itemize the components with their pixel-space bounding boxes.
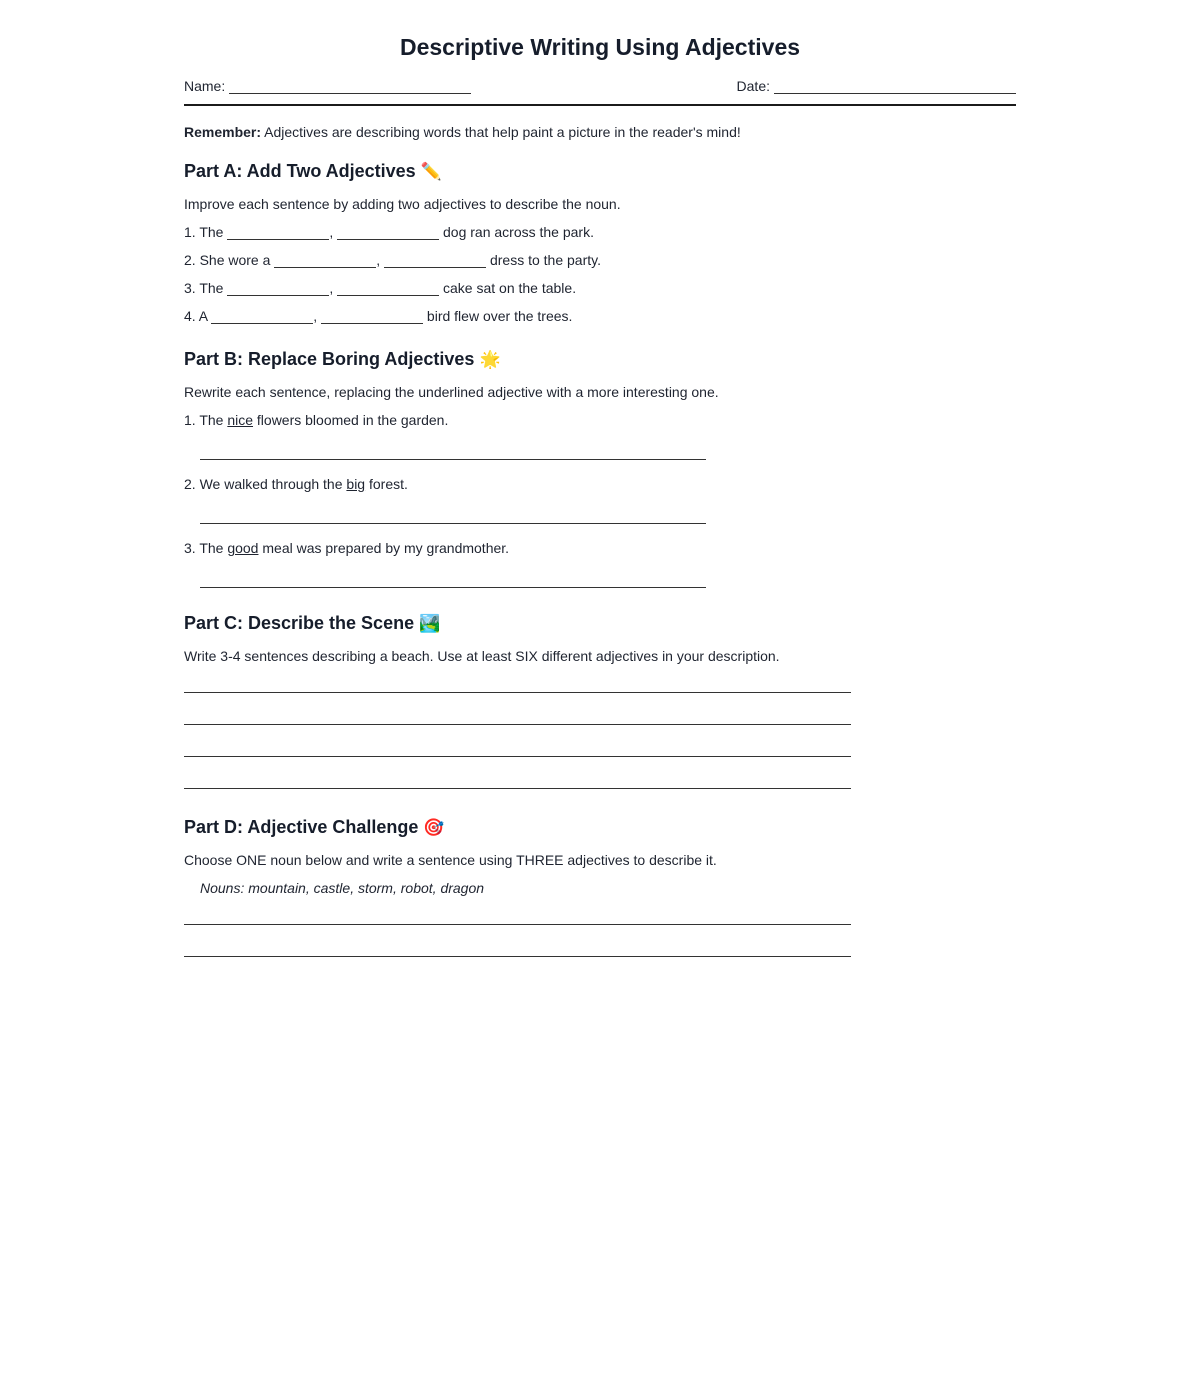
- underlined-adjective: nice: [227, 412, 254, 428]
- part-a-item-3: 3. The , cake sat on the table.: [184, 280, 577, 296]
- item-suffix: dog ran across the park.: [443, 224, 594, 240]
- writing-line-4[interactable]: [184, 788, 851, 789]
- noun-list: Nouns: mountain, castle, storm, robot, dragon: [200, 880, 485, 896]
- writing-line-2[interactable]: [184, 724, 851, 725]
- part-b-instruction: Rewrite each sentence, replacing the underlined adjective with a more interesting one.: [184, 384, 719, 400]
- part-c-heading-text: Part C: Describe the Scene: [184, 613, 415, 633]
- part-c-heading: [184, 612, 440, 635]
- remember-label: Remember:: [184, 124, 262, 140]
- adjective-blank-2[interactable]: [337, 225, 439, 240]
- date-field: [737, 78, 1016, 96]
- adjective-blank-2[interactable]: [384, 253, 486, 268]
- challenge-line-2[interactable]: [184, 956, 851, 957]
- part-b-item-1: [184, 412, 448, 430]
- item-prefix: 2. She wore a: [184, 252, 271, 268]
- writing-line-3[interactable]: [184, 756, 851, 757]
- part-a-item-2: 2. She wore a , dress to the party.: [184, 252, 601, 268]
- item-text: 1. The: [184, 412, 228, 428]
- item-prefix: 4. A: [184, 308, 208, 324]
- item-prefix: 3. The: [184, 280, 224, 296]
- remember-text: Adjectives are describing words that help paint a picture in the reader's mind!: [261, 124, 741, 140]
- adjective-blank-2[interactable]: [337, 281, 439, 296]
- adjective-blank-1[interactable]: [227, 225, 329, 240]
- item-suffix: bird flew over the trees.: [426, 308, 573, 324]
- part-d-instruction: Choose ONE noun below and write a sentence using THREE adjectives to describe it.: [184, 852, 717, 868]
- answer-line-2[interactable]: [200, 523, 706, 524]
- pencil-icon: ✏️: [420, 162, 442, 182]
- part-a-instruction: Improve each sentence by adding two adjectives to describe the noun.: [184, 196, 621, 212]
- writing-line-1[interactable]: [184, 692, 851, 693]
- part-d-heading-text: Part D: Adjective Challenge: [184, 817, 419, 837]
- date-input[interactable]: [774, 79, 1016, 94]
- item-text: forest.: [365, 476, 408, 492]
- underlined-adjective: big: [346, 476, 366, 492]
- item-prefix: 1. The: [184, 224, 224, 240]
- part-a-heading-text: Part A: Add Two Adjectives: [184, 161, 416, 181]
- glowing-star-icon: 🌟: [479, 350, 501, 370]
- adjective-blank-1[interactable]: [211, 309, 313, 324]
- page-title: Descriptive Writing Using Adjectives: [399, 34, 801, 60]
- part-b-item-3: [184, 540, 509, 558]
- part-b-heading-text: Part B: Replace Boring Adjectives: [184, 349, 475, 369]
- date-label: Date:: [736, 78, 770, 94]
- underlined-adjective: good: [227, 540, 259, 556]
- answer-line-1[interactable]: [200, 459, 706, 460]
- item-suffix: dress to the party.: [489, 252, 601, 268]
- name-label: Name:: [184, 78, 226, 94]
- target-icon: 🎯: [423, 818, 445, 838]
- adjective-blank-2[interactable]: [321, 309, 423, 324]
- part-d-heading: [184, 816, 445, 839]
- item-suffix: cake sat on the table.: [443, 280, 577, 296]
- part-a-item-1: 1. The , dog ran across the park.: [184, 224, 594, 240]
- item-text: 2. We walked through the: [184, 476, 347, 492]
- part-b-item-2: [184, 476, 408, 494]
- remember-note: [184, 124, 741, 142]
- adjective-blank-1[interactable]: [227, 281, 329, 296]
- challenge-line-1[interactable]: [184, 924, 851, 925]
- header-divider: [184, 104, 1016, 106]
- name-field: [184, 78, 471, 96]
- part-c-instruction: Write 3-4 sentences describing a beach. Use at least SIX different adjectives in your description.: [184, 648, 780, 664]
- adjective-blank-1[interactable]: [274, 253, 376, 268]
- name-input[interactable]: [229, 79, 471, 94]
- answer-line-3[interactable]: [200, 587, 706, 588]
- part-a-heading: [184, 160, 442, 183]
- item-text: meal was prepared by my grandmother.: [258, 540, 510, 556]
- part-a-item-4: 4. A , bird flew over the trees.: [184, 308, 573, 324]
- item-text: 3. The: [184, 540, 228, 556]
- item-text: flowers bloomed in the garden.: [253, 412, 449, 428]
- landscape-picture-icon: 🏞️: [419, 614, 441, 634]
- part-b-heading: [184, 348, 501, 371]
